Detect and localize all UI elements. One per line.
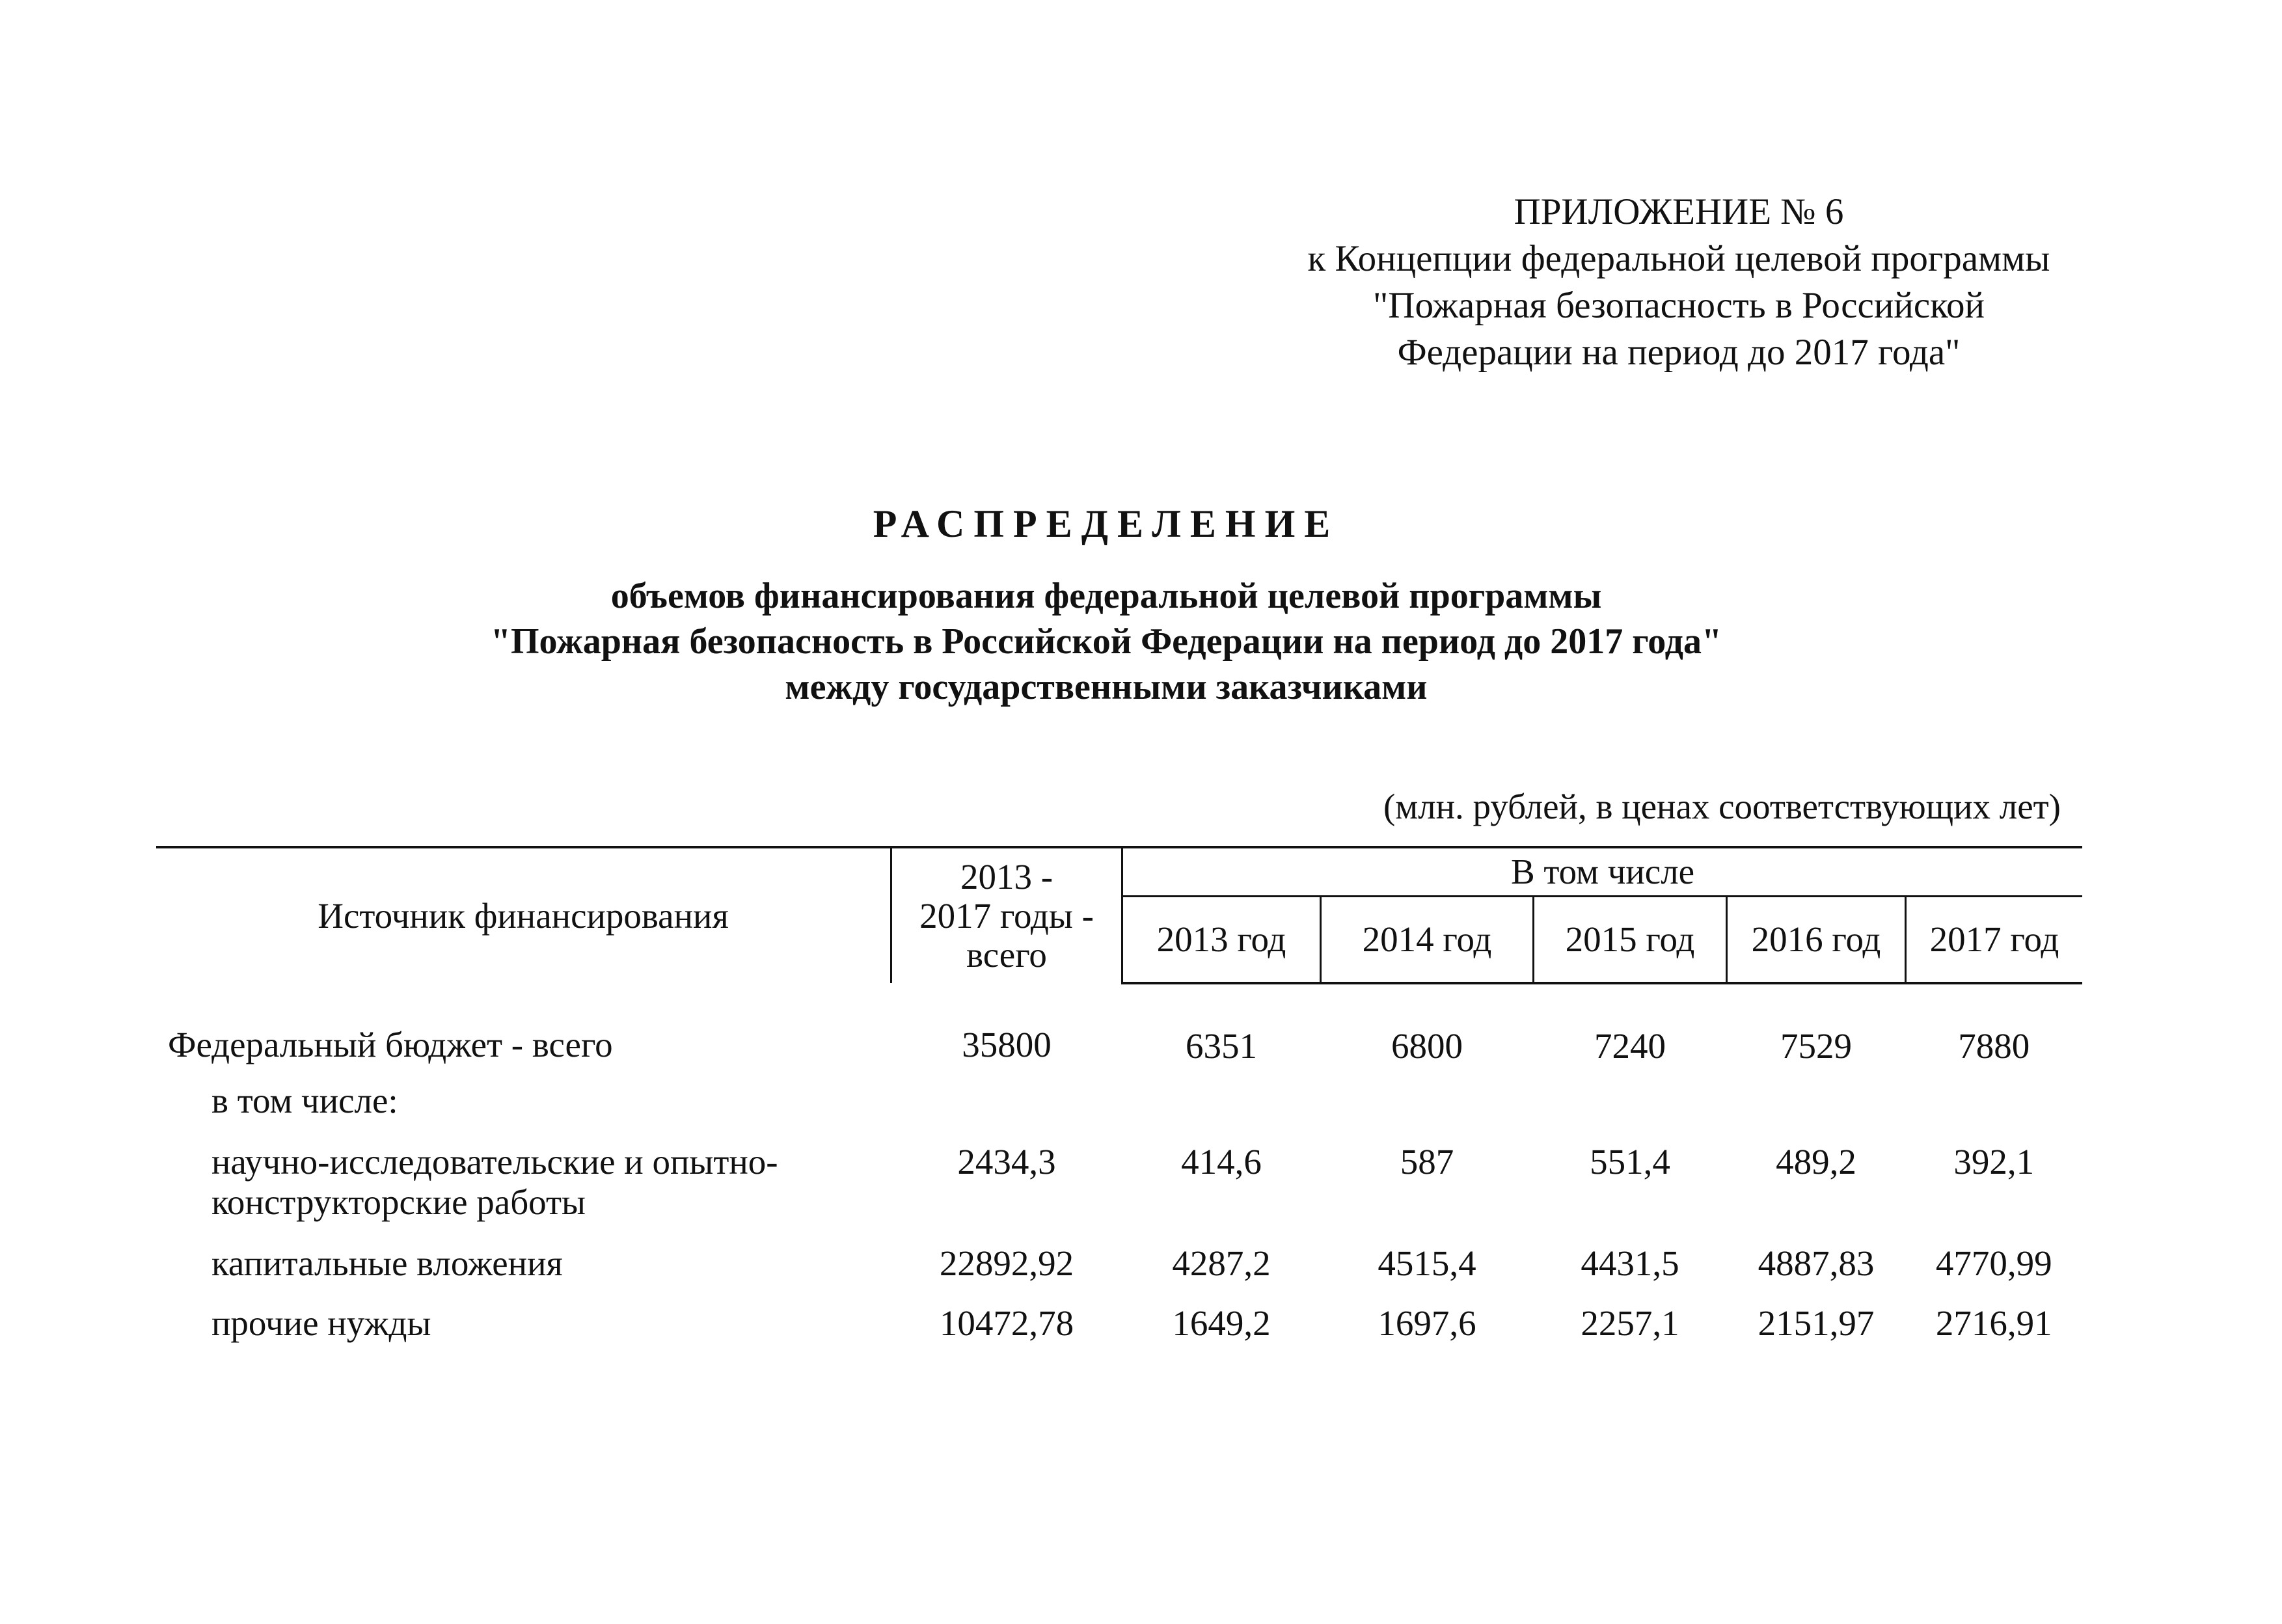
row-label-line-1: научно-исследовательские и опытно- (211, 1142, 778, 1182)
table-row-federal-total (156, 983, 2082, 1066)
table-row-including (156, 1066, 2082, 1121)
header-total-line-1: 2013 - (960, 856, 1053, 897)
cell-2017: 4770,99 (1935, 1243, 2052, 1283)
document-subtitle-1: объемов финансирования федеральной целевой программы (610, 576, 1602, 616)
header-source: Источник финансирования (156, 847, 891, 983)
units-note: (млн. рублей, в ценах соответствующих лет) (1383, 787, 2061, 826)
header-total (891, 847, 1122, 983)
header-year-2016: 2016 год (1727, 897, 1906, 984)
document-subtitle-3: между государственными заказчиками (785, 667, 1428, 707)
table-row-other (156, 1284, 2082, 1344)
header-group: В том числе (1122, 847, 2083, 897)
cell-2017: 2716,91 (1935, 1303, 2052, 1343)
row-label: капитальные вложения (211, 1243, 563, 1283)
cell-total: 22892,92 (939, 1243, 1074, 1283)
appendix-line-3: "Пожарная безопасность в Российской (1373, 285, 1985, 326)
cell-2014: 4515,4 (1378, 1243, 1476, 1283)
funding-table (156, 846, 2082, 1344)
cell-2014: 1697,6 (1378, 1303, 1476, 1343)
cell-2017: 7880 (1958, 1026, 2030, 1066)
header-total-line-2: 2017 годы - (919, 895, 1094, 936)
cell-2015: 4431,5 (1581, 1243, 1679, 1283)
document-heading (325, 498, 1887, 710)
cell-total: 10472,78 (939, 1303, 1074, 1343)
cell-2013: 6351 (1186, 1026, 1257, 1066)
cell-2015: 551,4 (1590, 1142, 1670, 1182)
cell-2016: 7529 (1780, 1026, 1852, 1066)
cell-2014: 587 (1400, 1142, 1454, 1182)
row-label: в том числе: (211, 1081, 398, 1120)
header-year-2015: 2015 год (1534, 897, 1727, 984)
appendix-line-4: Федерации на период до 2017 года" (1397, 332, 1961, 373)
table-row-research (156, 1121, 2082, 1223)
cell-2015: 7240 (1594, 1026, 1666, 1066)
cell-2013: 4287,2 (1172, 1243, 1271, 1283)
header-year-2013: 2013 год (1122, 897, 1321, 984)
cell-2013: 1649,2 (1172, 1303, 1271, 1343)
cell-2016: 489,2 (1776, 1142, 1856, 1182)
row-label (156, 1121, 891, 1223)
cell-2016: 4887,83 (1758, 1243, 1875, 1283)
appendix-line-2: к Концепции федеральной целевой программы (1307, 238, 2050, 279)
header-total-line-3: всего (966, 934, 1047, 975)
row-label: прочие нужды (211, 1303, 431, 1343)
cell-2014: 6800 (1391, 1026, 1463, 1066)
cell-total: 35800 (962, 1025, 1052, 1064)
appendix-number: ПРИЛОЖЕНИЕ № 6 (1514, 191, 1844, 232)
table-row-capital (156, 1223, 2082, 1284)
row-label-line-2: конструкторские работы (211, 1182, 586, 1222)
document-title: РАСПРЕДЕЛЕНИЕ (873, 502, 1340, 545)
header-year-2014: 2014 год (1321, 897, 1534, 984)
header-year-2017: 2017 год (1906, 897, 2083, 984)
cell-2017: 392,1 (1953, 1142, 2035, 1182)
cell-2013: 414,6 (1181, 1142, 1262, 1182)
cell-2016: 2151,97 (1758, 1303, 1875, 1343)
document-subtitle-2: "Пожарная безопасность в Российской Федерации на период до 2017 года" (490, 621, 1722, 662)
appendix-header (1236, 189, 2121, 376)
row-label: Федеральный бюджет - всего (168, 1025, 613, 1064)
cell-total: 2434,3 (957, 1142, 1056, 1182)
cell-2015: 2257,1 (1581, 1303, 1679, 1343)
